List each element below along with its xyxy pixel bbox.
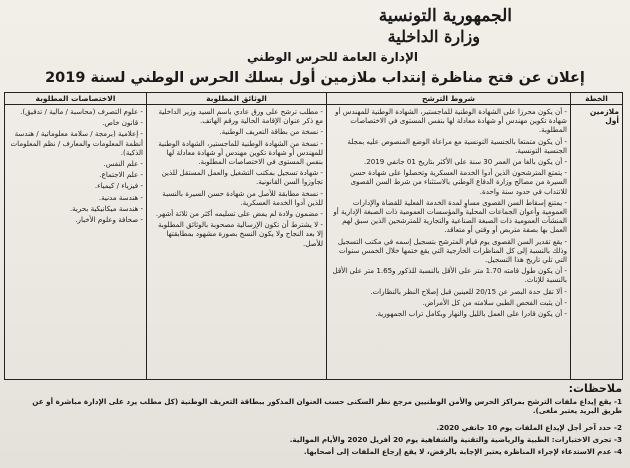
note-item: 3- تجرى الاختبارات: الطبية والرياضية والتقنية والشفاهية يوم 20 أفريل 2020 والأيام الموالية. [289, 435, 622, 444]
republic-title: الجمهورية التونسية [378, 6, 512, 26]
specialty-item: - صحافة وعلوم الأخبار. [75, 215, 143, 225]
document-item: - لا يشترط أن تكون الإرسالية مصحوبة بالوثائق المطلوبة إلا بعد النجاح ولا يكون النسخ بصورة مشهود بمطابقتها للأصل. [158, 220, 323, 248]
table-row [5, 105, 623, 380]
document-item: - شهادة تسجيل بمكتب التشغيل والعمل المستقل للذين تجاوزوا السن القانونية. [161, 168, 323, 187]
note-item: 1- يقع إيداع ملفات الترشح بمراكز الحرس والأمن الوطنيين مرجع نظر السكنى حسب العنوان المذكور ببطاقة التعريف الوطنية (كل مطلب يرد على الإدارة مباشرة أو عن طريق البريد يعتبر ملغى). [32, 397, 622, 415]
condition-item: - أن يكون قادرا على العمل بالليل والنهار وبكامل تراب الجمهورية. [375, 309, 567, 319]
specialty-item: - قانون خاص. [102, 118, 143, 128]
condition-item: - ألا تقل حدة البصر عن 20/15 للعينين قبل إصلاح النظر بالنظارات. [370, 286, 567, 296]
header-conditions: شروط الترشح [327, 93, 571, 105]
condition-item: - يمتنع إسقاط السن القصوى مساوٍ لمدة الخدمة الفعلية للقضاة والإدارات العمومية وأعوان الجماعات المحلية والمؤسسات العمومية ذات الصبغة الإدارية أو المنشآت العمومية ذات الصبغة الصناعية والتجارية للمترشحين الذين سبق لهم العمل بها بصفة متربص أو وقتي أو متعاقد. [333, 197, 567, 235]
plan-cell: ملازمين أول [571, 105, 623, 380]
table-header-row [5, 93, 623, 105]
document-item: - نسخة من الشهادة الوطنية للماجستير، الشهادة الوطنية للمهندس أو شهادة تكوين مهندس أو شهادة معادلة لها بنفس المستوى في الاختصاصات المطلوبة. [158, 138, 323, 167]
document-item: - نسخة مطابقة للأصل من شهادة حسن السيرة بالنسبة للذين أدوا الخدمة العسكرية. [162, 188, 323, 207]
document-item: - نسخة من بطاقة التعريف الوطنية. [219, 127, 323, 137]
header-plan: الخطة [571, 93, 623, 105]
note-item: 4- عدم الاستدعاء لإجراء المناظرة يعتبر الإجابة بالرفض، لا يقع إرجاع الملفات إلى أصحابها. [303, 447, 622, 456]
condition-item: - أن يثبت الفحص الطبي سلامته من كل الأمراض. [422, 297, 567, 307]
condition-item: - أن يكون بالغا من العمر 30 سنة على الأكثر بتاريخ 01 جانفي 2019. [364, 157, 567, 167]
header-documents: الوثائق المطلوبة [147, 93, 327, 105]
condition-item: - أن يكون طول قامته 1.70 متر على الأقل بالنسبة للذكور و1.65 متر على الأقل بالنسبة للإناث. [332, 266, 567, 285]
condition-item: - يقع تقدير السن القصوى يوم قيام المترشح بتسجيل إسمه في مكتب التسجيل وذلك بالنسبة إلى كل المناظرات الخارجية التي يقع ختمها خلال الخمس سنوات التي تلي تاريخ هذا التسجيل. [337, 236, 567, 265]
condition-item: - أن يكون متمتعا بالجنسية التونسية مع مراعاة الوضع المنصوص عليه بمجلة الجنسية التونسية. [347, 136, 567, 155]
document-item: - مضمون ولادة لم يمض على تسليمه أكثر من ثلاثة أشهر. [155, 209, 323, 219]
header-specialties: الاختصاصات المطلوبة [5, 93, 147, 105]
note-item: 2- حدد آخر أجل لإيداع الملفات يوم 10 جانفي 2020. [436, 423, 622, 432]
condition-item: - يتمتع المترشحون الذين أدوا الخدمة العسكرية وتحصلوا على شهادة حسن السيرة من مصالح وزارة الدفاع الوطني بالاستثناء من شرط السن القصوى للانتداب في حدود سنة واحدة. [349, 168, 567, 196]
specialties-cell [5, 105, 147, 380]
notes-title: ملاحظات: [568, 382, 622, 395]
announcement-title: إعلان عن فتح مناظرة إنتداب ملازمين أول بسلك الحرس الوطني لسنة 2019 [45, 70, 585, 86]
specialty-item: - هندسة ميكانيكية بحرية. [69, 203, 143, 213]
specialty-item: - فيزياء / كيمياء. [94, 181, 143, 191]
condition-item: - أن يكون محرزا على الشهادة الوطنية للماجستير، الشهادة الوطنية للمهندس أو شهادة تكوين مهندس أو شهادة معادلة لها بنفس المستوى في الاختصاصات المطلوبة. [335, 107, 567, 135]
documents-cell [147, 105, 327, 380]
document-item: - مطلب ترشح على ورق عادي باسم السيد وزير الداخلية مع ذكر عنوان الإقامة الحالية ورقم الهاتف. [158, 107, 323, 126]
specialty-item: - علوم التصرف (محاسبة / مالية / تدقيق). [20, 107, 143, 116]
conditions-cell [327, 105, 571, 380]
specialty-item: - علم النفس. [103, 159, 143, 169]
specialty-item: - إعلامية (برمجة / سلامة معلوماتية / هندسة أنظمة المعلومات والمعارف / نظم المعلومات الذكية). [10, 129, 143, 157]
specialty-item: - علم الاجتماع. [99, 170, 143, 180]
requirements-table [4, 92, 623, 380]
directorate-title: الإدارة العامة للحرس الوطني [246, 50, 418, 64]
specialty-item: - هندسة مدنية. [98, 192, 143, 202]
ministry-title: وزارة الداخلية [387, 27, 480, 46]
